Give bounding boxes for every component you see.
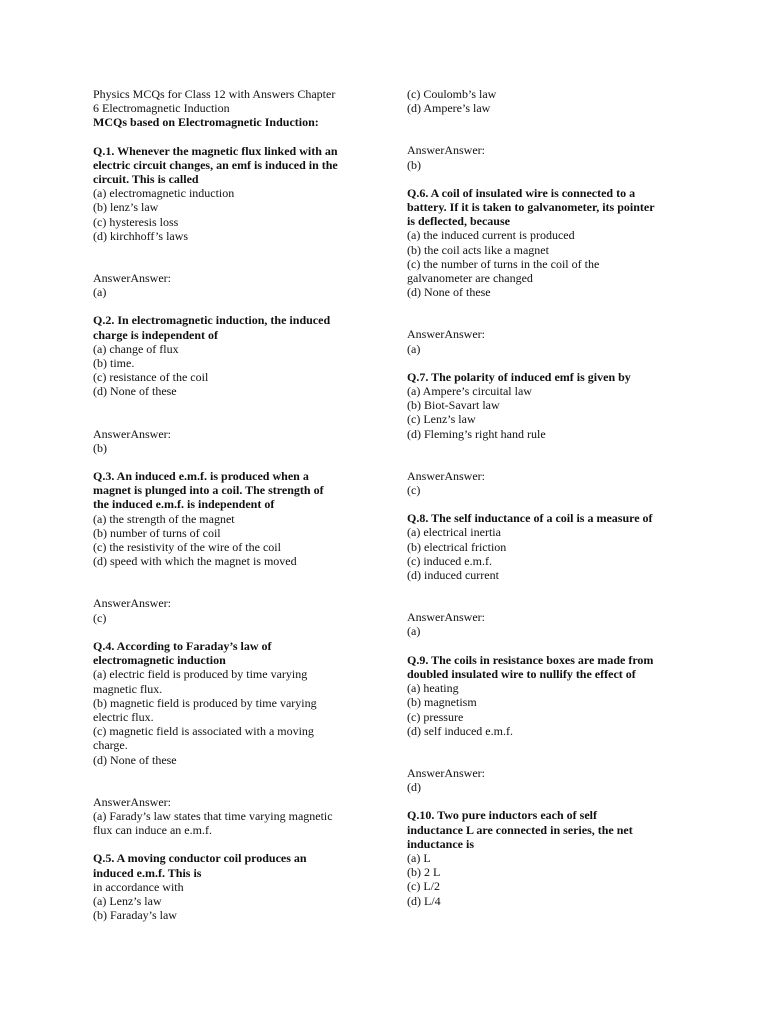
option-b: (b) magnetism [407,695,477,710]
option-d: (d) L/4 [407,893,441,908]
option-b: (b) Biot-Savart law [407,398,500,413]
option-c: (c) pressure [407,709,464,724]
option-c: (c) magnetic field is associated with a moving [93,724,314,739]
question-text: Q.5. A moving conductor coil produces an [93,851,307,866]
answer-value: (c) [407,483,421,498]
option-c: (c) L/2 [407,879,440,894]
option-b: (b) electrical friction [407,539,507,554]
answer-value: (b) [407,157,421,172]
section-heading: MCQs based on Electromagnetic Induction: [93,115,319,130]
option-d: (d) induced current [407,568,499,583]
option-d: (d) kirchhoff’s laws [93,228,189,243]
option-a: (a) change of flux [93,341,179,356]
option-d: (d) None of these [407,285,491,300]
answer-value: (d) [407,780,421,795]
question-text: Q.2. In electromagnetic induction, the induced [93,313,331,328]
answer-value: (a) [93,285,107,300]
answer-label: AnswerAnswer: [407,468,485,483]
question-text: Q.3. An induced e.m.f. is produced when a [93,469,309,484]
option-d: (d) None of these [93,384,177,399]
option-d: (d) Ampere’s law [407,101,491,116]
option-c: (c) the resistivity of the wire of the coil [93,540,281,555]
question-text: inductance L are connected in series, the net [407,822,633,837]
question-text: Q.4. According to Faraday’s law of [93,638,272,653]
option-b: (b) Faraday’s law [93,908,177,923]
question-text: Q.7. The polarity of induced emf is given by [407,369,631,384]
question-text: charge is independent of [93,327,219,342]
option-c: (c) induced e.m.f. [407,553,492,568]
option-b: (b) magnetic field is produced by time varying [93,695,317,710]
question-3 [93,469,368,625]
question-text: Q.8. The self inductance of a coil is a measure of [407,511,653,526]
answer-value: (a) [407,341,421,356]
answer-label: AnswerAnswer: [407,143,485,158]
option-c-cont: galvanometer are changed [407,271,533,286]
question-text: electric circuit changes, an emf is induced in the [93,157,338,172]
question-9 [407,653,682,795]
option-a: (a) electric field is produced by time varying [93,667,308,682]
right-column [407,87,682,908]
question-8 [407,511,682,638]
option-b-cont: electric flux. [93,709,154,724]
answer-value-cont: flux can induce an e.m.f. [93,823,212,838]
question-text: inductance is [407,836,475,851]
option-a: (a) the induced current is produced [407,228,575,243]
option-b: (b) number of turns of coil [93,525,221,540]
option-a: (a) Ampere’s circuital law [407,384,532,399]
option-c: (c) resistance of the coil [93,370,209,385]
option-c: (c) Coulomb’s law [407,87,497,101]
question-text: Q.1. Whenever the magnetic flux linked with an [93,143,338,158]
option-a: (a) electromagnetic induction [93,186,235,201]
option-c: (c) Lenz’s law [407,412,476,427]
answer-value: (a) Farady’s law states that time varying magnetic [93,808,333,823]
question-7 [407,370,682,497]
option-a: (a) Lenz’s law [93,893,162,908]
option-b: (b) time. [93,356,135,371]
answer-value: (a) [407,624,421,639]
option-b: (b) lenz’s law [93,200,159,215]
answer-label: AnswerAnswer: [93,794,171,809]
question-text: is deflected, because [407,214,510,229]
answer-label: AnswerAnswer: [93,271,171,286]
option-a: (a) the strength of the magnet [93,511,235,526]
question-text: electromagnetic induction [93,653,226,668]
answer-value: (b) [93,440,107,455]
option-d: (d) self induced e.m.f. [407,723,513,738]
option-a: (a) heating [407,681,459,696]
answer-label: AnswerAnswer: [407,610,485,625]
question-text: the induced e.m.f. is independent of [93,497,275,512]
option-d: (d) Fleming’s right hand rule [407,426,546,441]
question-text: Q.6. A coil of insulated wire is connected to a [407,185,636,200]
option-c-cont: charge. [93,738,128,753]
question-2 [93,313,368,455]
option-d: (d) speed with which the magnet is moved [93,554,297,569]
option-b: (b) 2 L [407,865,441,880]
option-b: (b) the coil acts like a magnet [407,242,549,257]
question-5 [93,851,368,922]
option-c: (c) hysteresis loss [93,214,179,229]
question-text: magnet is plunged into a coil. The strength of [93,483,324,498]
question-text: Q.9. The coils in resistance boxes are made from [407,652,654,667]
question-4 [93,639,368,837]
left-column [93,87,368,922]
question-text: doubled insulated wire to nullify the effect of [407,666,636,681]
answer-label: AnswerAnswer: [407,765,485,780]
answer-label: AnswerAnswer: [93,426,171,441]
document-title-line-2: 6 Electromagnetic Induction [93,101,230,116]
question-text-cont: in accordance with [93,879,184,894]
option-a-cont: magnetic flux. [93,681,163,696]
question-6 [407,186,682,356]
option-a: (a) L [407,850,431,865]
option-d: (d) None of these [93,752,177,767]
question-text: induced e.m.f. This is [93,865,202,880]
answer-label: AnswerAnswer: [407,327,485,342]
question-10 [407,808,682,907]
question-5-continued [407,87,682,172]
question-text: circuit. This is called [93,172,199,187]
question-text: Q.10. Two pure inductors each of self [407,808,598,823]
answer-label: AnswerAnswer: [93,596,171,611]
document-title-line-1: Physics MCQs for Class 12 with Answers Chapter [93,87,336,101]
question-1 [93,144,368,300]
question-text: battery. If it is taken to galvanometer, its pointer [407,200,655,215]
option-a: (a) electrical inertia [407,525,501,540]
option-c: (c) the number of turns in the coil of the [407,256,600,271]
answer-value: (c) [93,610,107,625]
